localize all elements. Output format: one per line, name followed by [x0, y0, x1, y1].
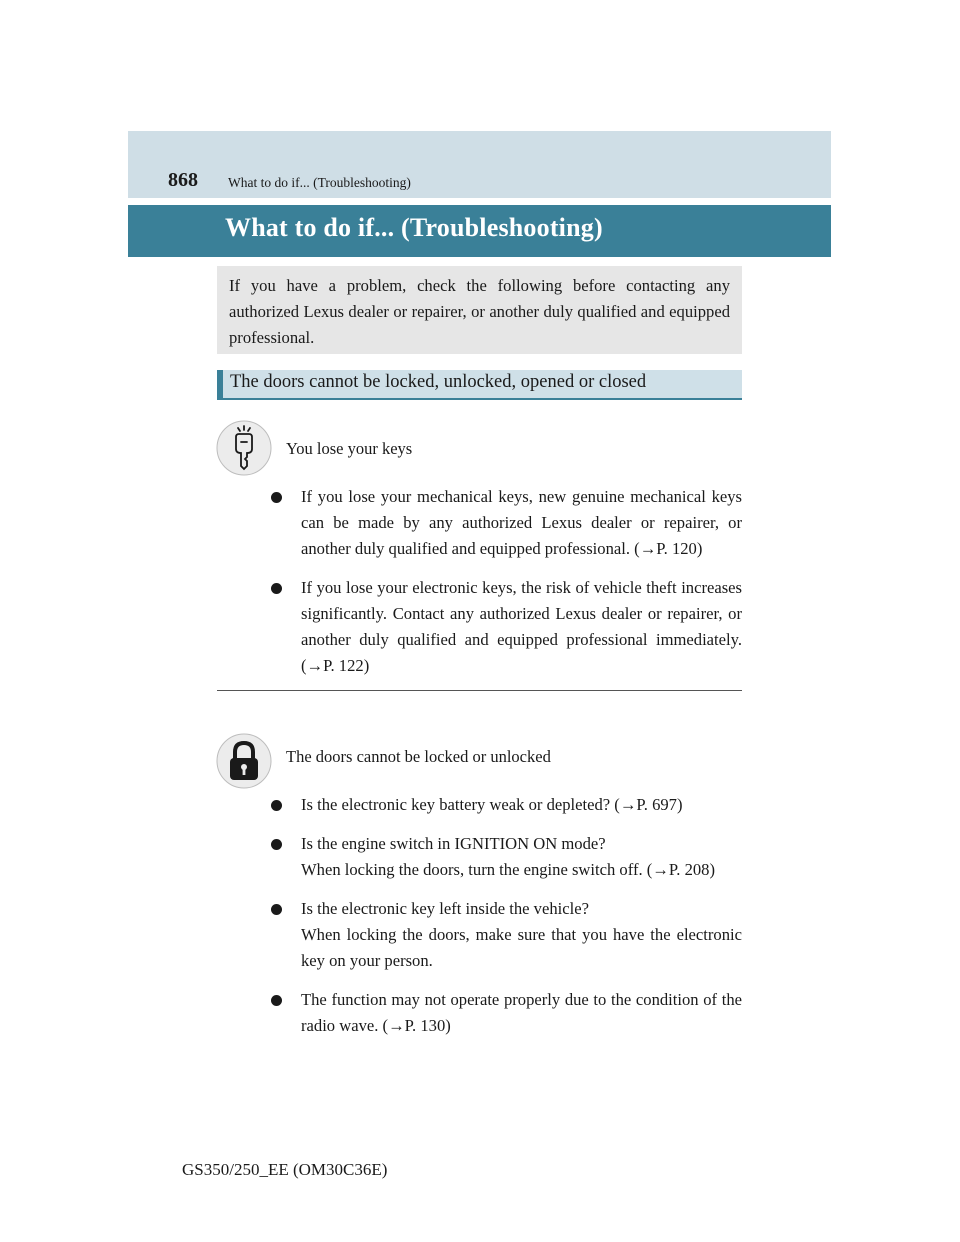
topic-title-lost-keys: You lose your keys — [286, 439, 413, 458]
list-item — [265, 831, 742, 883]
bullet-detail: When locking the doors, turn the engine switch off. (→P. 208) — [301, 860, 716, 879]
page-number: 868 — [168, 169, 198, 191]
divider — [217, 690, 742, 691]
bullet-text: Is the electronic key battery weak or depleted? (→P. 697) — [301, 795, 683, 814]
key-icon — [216, 420, 272, 476]
subsection-heading-text: The doors cannot be locked, unlocked, opened or closed — [230, 372, 647, 392]
list-item — [265, 896, 742, 974]
list-item — [265, 575, 742, 679]
bullet-detail: When locking the doors, make sure that you have the electronic key on your person. — [301, 925, 742, 970]
bullet-dot — [271, 904, 282, 915]
lost-keys-bullet-list — [265, 484, 742, 692]
bullet-dot — [271, 492, 282, 503]
bullet-text: The function may not operate properly due to the condition of the radio wave. (→P. 130) — [301, 990, 742, 1035]
list-item — [265, 987, 742, 1039]
bullet-dot — [271, 995, 282, 1006]
doors-lock-bullet-list — [265, 792, 742, 1052]
section-title: What to do if... (Troubleshooting) — [225, 213, 603, 242]
running-title: What to do if... (Troubleshooting) — [228, 175, 411, 190]
bullet-text: If you lose your mechanical keys, new genuine mechanical keys can be made by any authorized Lexus dealer or repairer, or another duly qualified and equipped professional. (→P. 120) — [301, 487, 742, 558]
padlock-icon — [216, 733, 272, 789]
bullet-text: Is the engine switch in IGNITION ON mode? — [301, 834, 606, 853]
bullet-text: Is the electronic key left inside the vehicle? — [301, 899, 589, 918]
subsection-heading — [217, 370, 742, 400]
bullet-dot — [271, 800, 282, 811]
list-item — [265, 484, 742, 562]
bullet-text: If you lose your electronic keys, the risk of vehicle theft increases significantly. Contact any authorized Lexus dealer or repairer, or another duly qualified and equipped professional immediately. (→P. 122) — [301, 578, 742, 675]
list-item — [265, 792, 742, 818]
intro-note — [217, 266, 742, 354]
footer-model-code: GS350/250_EE (OM30C36E) — [182, 1160, 388, 1179]
intro-text: If you have a problem, check the following before contacting any authorized Lexus dealer or repairer, or another duly qualified and equipped professional. — [229, 276, 730, 347]
bullet-dot — [271, 839, 282, 850]
topic-title-doors-lock: The doors cannot be locked or unlocked — [286, 747, 551, 766]
bullet-dot — [271, 583, 282, 594]
